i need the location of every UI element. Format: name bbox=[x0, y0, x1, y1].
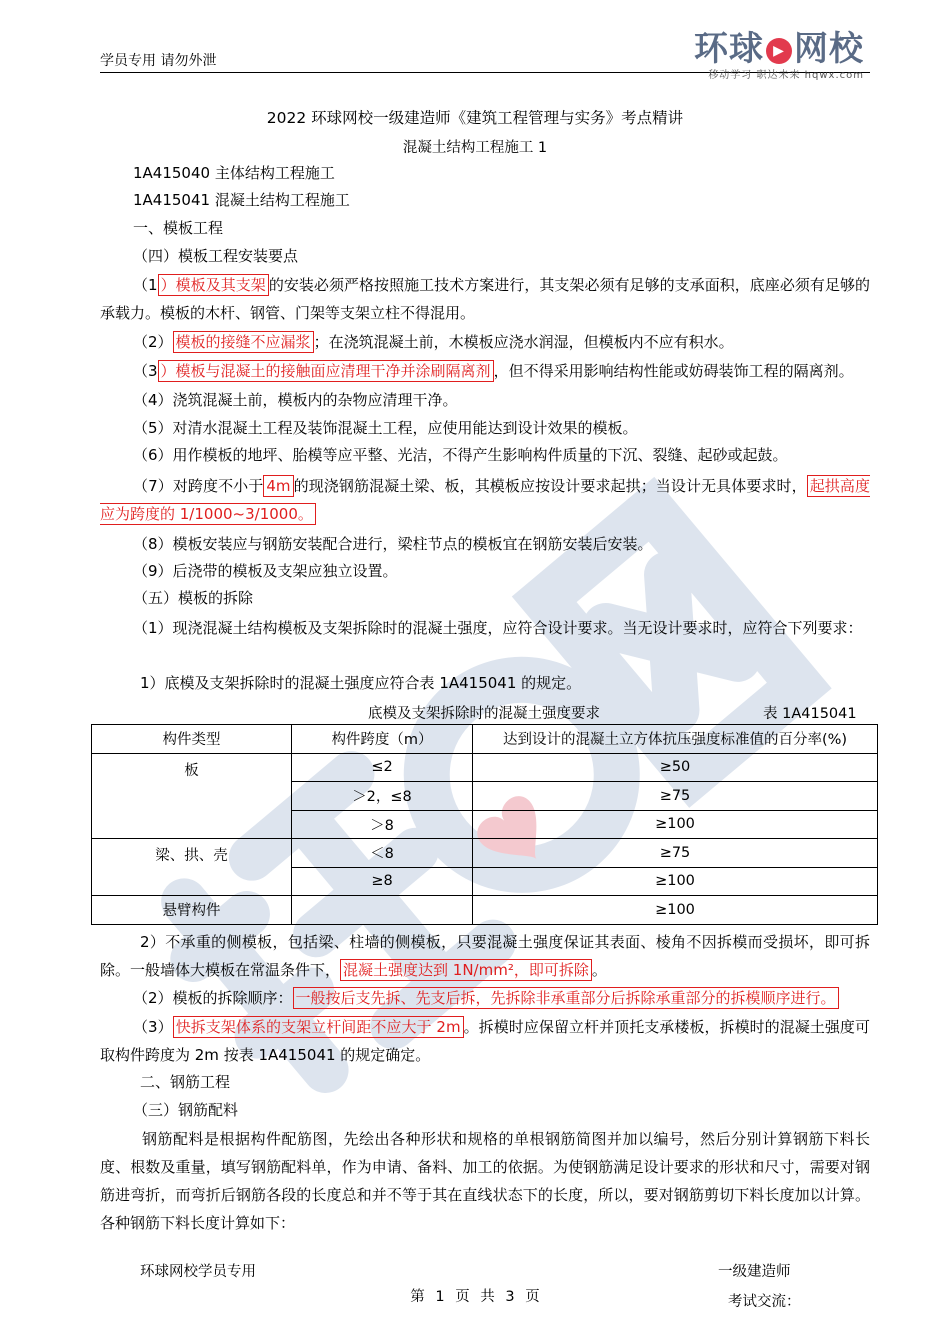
page-number: 第 1 页 共 3 页 bbox=[410, 1289, 540, 1305]
strength-requirement-table bbox=[91, 724, 878, 925]
footer-right: 一级建造师 bbox=[718, 1264, 791, 1280]
table-header: 构件类型 bbox=[92, 725, 292, 754]
table-cell: ≥100 bbox=[473, 867, 878, 896]
table-cell: ≥8 bbox=[292, 867, 473, 896]
paragraph-2: （2） 模板的接缝不应漏浆 ；在浇筑混凝土前，木模板应浇水润湿，但模板内不应有积水。 bbox=[133, 333, 734, 351]
heading-install-points: （四）模板工程安装要点 bbox=[133, 247, 299, 265]
table-cell-type: 悬臂构件 bbox=[92, 896, 292, 925]
table-header: 构件跨度（m） bbox=[292, 725, 473, 754]
logo-text-left: 环球 bbox=[694, 29, 764, 69]
paragraph-10: （1）现浇混凝土结构模板及支架拆除时的混凝土强度，应符合设计要求。当无设计要求时，应符合下列要求： bbox=[133, 619, 863, 637]
footer-right-2: 考试交流： bbox=[728, 1294, 801, 1310]
paragraph-6: （6）用作模板的地坪、胎模等应平整、光洁，不得产生影响构件质量的下沉、裂缝、起砂或起鼓。 bbox=[133, 446, 788, 464]
table-cell: ＜8 bbox=[292, 839, 473, 868]
heading-rebar-batching: （三）钢筋配料 bbox=[133, 1101, 239, 1119]
logo-slogan: 移动学习 职达未来 hqwx.com bbox=[708, 70, 864, 81]
highlight-release-agent: ）模板与混凝土的接触面应清理干净并涂刷隔离剂 bbox=[158, 360, 494, 382]
paragraph-side-formwork: 2）不承重的侧模板，包括梁、柱墙的侧模板，只要混凝土强度保证其表面、棱角不因拆模而受损坏，即可拆除。一般墙体大模板在常温条件下， 混凝土强度达到 1N/mm²，即可拆除 。 bbox=[100, 933, 870, 979]
document-title: 2022 环球网校一级建造师《建筑工程管理与实务》考点精讲 bbox=[266, 109, 684, 127]
table-cell-type: 板 bbox=[92, 753, 292, 839]
paragraph-removal-order: （2）模板的拆除顺序： 一般按后支先拆、先支后拆，先拆除非承重部分后拆除承重部分的拆模顺序进行。 bbox=[100, 985, 903, 1012]
logo-text-right: 网校 bbox=[794, 29, 864, 69]
highlight-formwork-support: ）模板及其支架 bbox=[158, 274, 269, 296]
highlight-removal-order: 一般按后支先拆、先支后拆，先拆除非承重部分后拆除承重部分的拆模顺序进行。 bbox=[293, 987, 839, 1009]
paragraph-quick-removal: （3） 快拆支架体系的支架立杆间距不应大于 2m 。拆模时应保留立杆并顶托支承楼板，拆模时的混凝土强度可取构件跨度为 2m 按表 1A415041 的规定确定。 bbox=[100, 1018, 870, 1064]
table-number: 表 1A415041 bbox=[763, 706, 857, 722]
highlight-1n-strength: 混凝土强度达到 1N/mm²，即可拆除 bbox=[340, 959, 592, 981]
table-cell: ≥75 bbox=[473, 839, 878, 868]
paragraph-1: （1 ）模板及其支架 的安装必须严格按照施工技术方案进行，其支架必须有足够的支承面积，底座必须有足够的承载力。模板的木杆、钢管、门架等支架立柱不得混用。 bbox=[100, 276, 870, 322]
highlight-no-leak: 模板的接缝不应漏浆 bbox=[173, 331, 314, 353]
heading-formwork: 一、模板工程 bbox=[133, 219, 224, 237]
heading-rebar: 二、钢筋工程 bbox=[140, 1073, 231, 1091]
highlight-2m-spacing: 快拆支架体系的支架立杆间距不应大于 2m bbox=[173, 1016, 464, 1038]
paragraph-3: （3 ）模板与混凝土的接触面应清理干净并涂刷隔离剂 ，但不得采用影响结构性能或妨碍装饰工程的隔离剂。 bbox=[133, 362, 854, 380]
header-confidential-note: 学员专用 请勿外泄 bbox=[100, 53, 217, 69]
highlight-camber: 起拱高度应为跨度的 1/1000~3/1000。 bbox=[100, 477, 870, 523]
page-header bbox=[100, 29, 870, 81]
paragraph-7: （7）对跨度不小于 4m 的现浇钢筋混凝土梁、板，其模板应按设计要求起拱；当设计无具体要求时， 起拱高度应为跨度的 1/1000~3/1000。 bbox=[100, 477, 870, 523]
paragraph-4: （4）浇筑混凝土前，模板内的杂物应清理干净。 bbox=[133, 391, 458, 409]
table-cell: ≥75 bbox=[473, 782, 878, 811]
table-cell: ≥50 bbox=[473, 753, 878, 782]
play-icon: ▶ bbox=[766, 38, 792, 64]
table-header: 达到设计的混凝土立方体抗压强度标准值的百分率(%) bbox=[473, 725, 878, 754]
document-subtitle: 混凝土结构工程施工 1 bbox=[402, 140, 548, 156]
paragraph-9: （9）后浇带的模板及支架应独立设置。 bbox=[133, 562, 398, 580]
footer-left: 环球网校学员专用 bbox=[140, 1264, 256, 1280]
table-cell bbox=[292, 896, 473, 925]
section-code-2: 1A415041 混凝土结构工程施工 bbox=[133, 191, 350, 209]
paragraph-rebar-batching: 钢筋配料是根据构件配筋图，先绘出各种形状和规格的单根钢筋简图并加以编号，然后分别计算钢筋下料长度、根数及重量，填写钢筋配料单，作为申请、备料、加工的依据。为使钢筋满足设计要求的形状和尺寸，需要对钢筋进弯折，而弯折后钢筋各段的长度总和并不等于其在直线状态下的长度，所以，要对钢筋剪切下料长度加以计算。各种钢筋下料长度计算如下： bbox=[100, 1130, 870, 1232]
table-cell: ≥100 bbox=[473, 896, 878, 925]
table-cell: ≥100 bbox=[473, 810, 878, 839]
paragraph-5: （5）对清水混凝土工程及装饰混凝土工程，应使用能达到设计效果的模板。 bbox=[133, 419, 638, 437]
table-header-row bbox=[92, 725, 878, 754]
brand-logo bbox=[694, 30, 864, 81]
highlight-4m: 4m bbox=[263, 475, 293, 497]
table-cell-type: 梁、拱、壳 bbox=[92, 839, 292, 896]
paragraph-11: 1）底模及支架拆除时的混凝土强度应符合表 1A415041 的规定。 bbox=[140, 674, 582, 692]
table-row bbox=[92, 839, 878, 868]
table-cell: ＞8 bbox=[292, 810, 473, 839]
table-row bbox=[92, 896, 878, 925]
paragraph-8: （8）模板安装应与钢筋安装配合进行，梁柱节点的模板宜在钢筋安装后安装。 bbox=[133, 535, 653, 553]
section-code-1: 1A415040 主体结构工程施工 bbox=[133, 164, 335, 182]
table-row bbox=[92, 753, 878, 782]
table-cell: ＞2，≤8 bbox=[292, 782, 473, 811]
table-cell: ≤2 bbox=[292, 753, 473, 782]
heading-removal: （五）模板的拆除 bbox=[133, 589, 254, 607]
